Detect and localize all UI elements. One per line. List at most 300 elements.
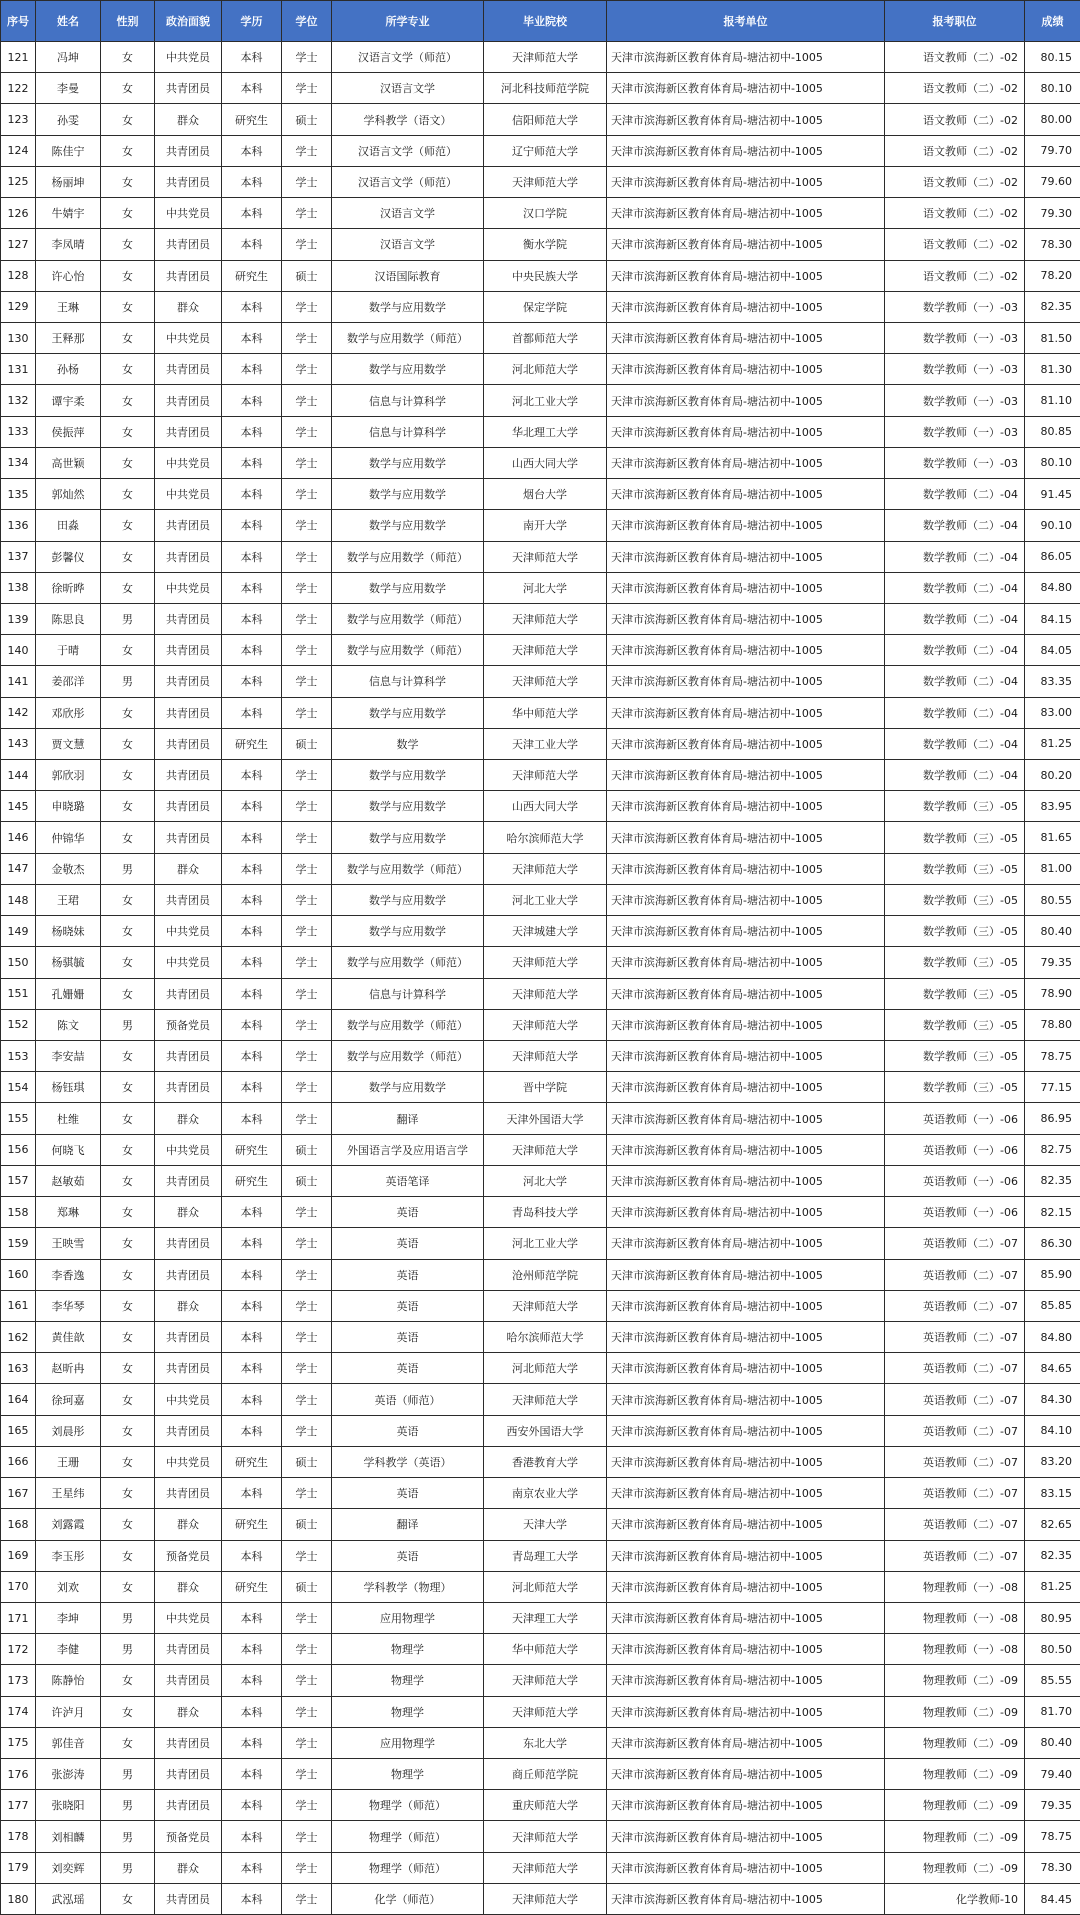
school-cell: 华中师范大学 xyxy=(484,697,607,728)
name-cell: 金敬杰 xyxy=(36,853,101,884)
name-cell: 杨骐毓 xyxy=(36,947,101,978)
political-cell: 共青团员 xyxy=(155,1665,222,1696)
gender-cell: 女 xyxy=(101,479,155,510)
header-political: 政治面貌 xyxy=(155,1,222,42)
seq-cell: 155 xyxy=(1,1103,36,1134)
seq-cell: 134 xyxy=(1,447,36,478)
degree-cell: 学士 xyxy=(282,354,332,385)
table-row xyxy=(1,1134,1080,1165)
unit-cell: 天津市滨海新区教育体育局-塘沽初中-1005 xyxy=(607,1665,885,1696)
seq-cell: 158 xyxy=(1,1197,36,1228)
seq-cell: 145 xyxy=(1,791,36,822)
seq-cell: 167 xyxy=(1,1478,36,1509)
table-row xyxy=(1,1353,1080,1384)
name-cell: 徐珂嘉 xyxy=(36,1384,101,1415)
political-cell: 共青团员 xyxy=(155,791,222,822)
major-cell: 数学与应用数学（师范） xyxy=(332,541,484,572)
unit-cell: 天津市滨海新区教育体育局-塘沽初中-1005 xyxy=(607,1540,885,1571)
gender-cell: 女 xyxy=(101,1478,155,1509)
gender-cell: 女 xyxy=(101,1228,155,1259)
degree-cell: 学士 xyxy=(282,572,332,603)
table-row xyxy=(1,822,1080,853)
seq-cell: 126 xyxy=(1,198,36,229)
education-cell: 本科 xyxy=(222,1103,282,1134)
gender-cell: 女 xyxy=(101,42,155,73)
seq-cell: 133 xyxy=(1,416,36,447)
degree-cell: 硕士 xyxy=(282,728,332,759)
school-cell: 天津师范大学 xyxy=(484,166,607,197)
school-cell: 河北工业大学 xyxy=(484,1228,607,1259)
education-cell: 本科 xyxy=(222,635,282,666)
education-cell: 本科 xyxy=(222,1228,282,1259)
major-cell: 数学与应用数学 xyxy=(332,916,484,947)
education-cell: 本科 xyxy=(222,1634,282,1665)
degree-cell: 学士 xyxy=(282,1415,332,1446)
education-cell: 本科 xyxy=(222,822,282,853)
school-cell: 天津师范大学 xyxy=(484,635,607,666)
political-cell: 共青团员 xyxy=(155,1478,222,1509)
degree-cell: 硕士 xyxy=(282,1165,332,1196)
unit-cell: 天津市滨海新区教育体育局-塘沽初中-1005 xyxy=(607,1353,885,1384)
education-cell: 本科 xyxy=(222,1197,282,1228)
name-cell: 王映雪 xyxy=(36,1228,101,1259)
name-cell: 陈思良 xyxy=(36,603,101,634)
degree-cell: 学士 xyxy=(282,229,332,260)
seq-cell: 159 xyxy=(1,1228,36,1259)
school-cell: 天津师范大学 xyxy=(484,1821,607,1852)
score-cell: 84.15 xyxy=(1025,603,1080,634)
table-row xyxy=(1,385,1080,416)
school-cell: 西安外国语大学 xyxy=(484,1415,607,1446)
school-cell: 天津师范大学 xyxy=(484,947,607,978)
political-cell: 中共党员 xyxy=(155,572,222,603)
seq-cell: 138 xyxy=(1,572,36,603)
degree-cell: 学士 xyxy=(282,1852,332,1883)
score-cell: 81.25 xyxy=(1025,1571,1080,1602)
political-cell: 中共党员 xyxy=(155,916,222,947)
unit-cell: 天津市滨海新区教育体育局-塘沽初中-1005 xyxy=(607,322,885,353)
name-cell: 刘晨彤 xyxy=(36,1415,101,1446)
degree-cell: 学士 xyxy=(282,697,332,728)
political-cell: 共青团员 xyxy=(155,1259,222,1290)
degree-cell: 学士 xyxy=(282,853,332,884)
unit-cell: 天津市滨海新区教育体育局-塘沽初中-1005 xyxy=(607,947,885,978)
gender-cell: 男 xyxy=(101,1602,155,1633)
gender-cell: 女 xyxy=(101,135,155,166)
table-row xyxy=(1,947,1080,978)
name-cell: 杜维 xyxy=(36,1103,101,1134)
school-cell: 天津外国语大学 xyxy=(484,1103,607,1134)
school-cell: 天津师范大学 xyxy=(484,1665,607,1696)
major-cell: 数学与应用数学 xyxy=(332,760,484,791)
score-cell: 80.10 xyxy=(1025,447,1080,478)
score-cell: 83.35 xyxy=(1025,666,1080,697)
pos-cell: 语文教师（二）-02 xyxy=(885,260,1025,291)
name-cell: 刘奕辉 xyxy=(36,1852,101,1883)
unit-cell: 天津市滨海新区教育体育局-塘沽初中-1005 xyxy=(607,1134,885,1165)
gender-cell: 女 xyxy=(101,635,155,666)
school-cell: 华北理工大学 xyxy=(484,416,607,447)
education-cell: 本科 xyxy=(222,947,282,978)
pos-cell: 数学教师（二）-04 xyxy=(885,479,1025,510)
pos-cell: 语文教师（二）-02 xyxy=(885,229,1025,260)
major-cell: 数学与应用数学 xyxy=(332,1072,484,1103)
table-row xyxy=(1,198,1080,229)
degree-cell: 学士 xyxy=(282,291,332,322)
degree-cell: 学士 xyxy=(282,1602,332,1633)
major-cell: 学科教学（物理） xyxy=(332,1571,484,1602)
education-cell: 本科 xyxy=(222,73,282,104)
score-cell: 82.35 xyxy=(1025,291,1080,322)
score-cell: 78.30 xyxy=(1025,1852,1080,1883)
unit-cell: 天津市滨海新区教育体育局-塘沽初中-1005 xyxy=(607,884,885,915)
unit-cell: 天津市滨海新区教育体育局-塘沽初中-1005 xyxy=(607,1446,885,1477)
degree-cell: 学士 xyxy=(282,1321,332,1352)
education-cell: 研究生 xyxy=(222,728,282,759)
score-cell: 90.10 xyxy=(1025,510,1080,541)
political-cell: 共青团员 xyxy=(155,666,222,697)
unit-cell: 天津市滨海新区教育体育局-塘沽初中-1005 xyxy=(607,978,885,1009)
score-cell: 82.35 xyxy=(1025,1165,1080,1196)
education-cell: 本科 xyxy=(222,1009,282,1040)
unit-cell: 天津市滨海新区教育体育局-塘沽初中-1005 xyxy=(607,1384,885,1415)
seq-cell: 148 xyxy=(1,884,36,915)
political-cell: 预备党员 xyxy=(155,1009,222,1040)
education-cell: 本科 xyxy=(222,1759,282,1790)
name-cell: 陈文 xyxy=(36,1009,101,1040)
name-cell: 武泓瑶 xyxy=(36,1883,101,1914)
major-cell: 数学与应用数学 xyxy=(332,884,484,915)
score-cell: 82.75 xyxy=(1025,1134,1080,1165)
unit-cell: 天津市滨海新区教育体育局-塘沽初中-1005 xyxy=(607,42,885,73)
political-cell: 中共党员 xyxy=(155,1602,222,1633)
degree-cell: 学士 xyxy=(282,947,332,978)
school-cell: 商丘师范学院 xyxy=(484,1759,607,1790)
seq-cell: 131 xyxy=(1,354,36,385)
degree-cell: 学士 xyxy=(282,1821,332,1852)
score-cell: 80.40 xyxy=(1025,916,1080,947)
education-cell: 研究生 xyxy=(222,260,282,291)
name-cell: 陈静怡 xyxy=(36,1665,101,1696)
degree-cell: 学士 xyxy=(282,635,332,666)
political-cell: 共青团员 xyxy=(155,1041,222,1072)
pos-cell: 语文教师（二）-02 xyxy=(885,135,1025,166)
seq-cell: 180 xyxy=(1,1883,36,1914)
unit-cell: 天津市滨海新区教育体育局-塘沽初中-1005 xyxy=(607,1041,885,1072)
table-row xyxy=(1,1009,1080,1040)
school-cell: 南京农业大学 xyxy=(484,1478,607,1509)
major-cell: 数学与应用数学 xyxy=(332,291,484,322)
gender-cell: 女 xyxy=(101,1665,155,1696)
pos-cell: 语文教师（二）-02 xyxy=(885,73,1025,104)
major-cell: 英语 xyxy=(332,1353,484,1384)
score-cell: 79.35 xyxy=(1025,1790,1080,1821)
school-cell: 天津师范大学 xyxy=(484,666,607,697)
score-cell: 82.65 xyxy=(1025,1509,1080,1540)
political-cell: 共青团员 xyxy=(155,1790,222,1821)
degree-cell: 学士 xyxy=(282,322,332,353)
school-cell: 河北大学 xyxy=(484,1165,607,1196)
unit-cell: 天津市滨海新区教育体育局-塘沽初中-1005 xyxy=(607,1103,885,1134)
major-cell: 物理学（师范） xyxy=(332,1821,484,1852)
table-row xyxy=(1,728,1080,759)
name-cell: 赵昕冉 xyxy=(36,1353,101,1384)
name-cell: 许泸月 xyxy=(36,1696,101,1727)
school-cell: 天津师范大学 xyxy=(484,1290,607,1321)
education-cell: 本科 xyxy=(222,291,282,322)
seq-cell: 152 xyxy=(1,1009,36,1040)
score-cell: 80.50 xyxy=(1025,1634,1080,1665)
education-cell: 本科 xyxy=(222,978,282,1009)
political-cell: 共青团员 xyxy=(155,354,222,385)
name-cell: 邓欣彤 xyxy=(36,697,101,728)
political-cell: 共青团员 xyxy=(155,385,222,416)
unit-cell: 天津市滨海新区教育体育局-塘沽初中-1005 xyxy=(607,1790,885,1821)
score-cell: 84.45 xyxy=(1025,1883,1080,1914)
pos-cell: 数学教师（二）-04 xyxy=(885,666,1025,697)
political-cell: 共青团员 xyxy=(155,260,222,291)
degree-cell: 学士 xyxy=(282,884,332,915)
major-cell: 应用物理学 xyxy=(332,1602,484,1633)
name-cell: 郭佳音 xyxy=(36,1727,101,1758)
unit-cell: 天津市滨海新区教育体育局-塘沽初中-1005 xyxy=(607,1696,885,1727)
seq-cell: 166 xyxy=(1,1446,36,1477)
education-cell: 本科 xyxy=(222,791,282,822)
table-row xyxy=(1,1790,1080,1821)
unit-cell: 天津市滨海新区教育体育局-塘沽初中-1005 xyxy=(607,1415,885,1446)
table-row xyxy=(1,1072,1080,1103)
school-cell: 汉口学院 xyxy=(484,198,607,229)
gender-cell: 女 xyxy=(101,822,155,853)
table-row xyxy=(1,260,1080,291)
score-cell: 79.30 xyxy=(1025,198,1080,229)
name-cell: 贾文慧 xyxy=(36,728,101,759)
unit-cell: 天津市滨海新区教育体育局-塘沽初中-1005 xyxy=(607,728,885,759)
education-cell: 本科 xyxy=(222,603,282,634)
unit-cell: 天津市滨海新区教育体育局-塘沽初中-1005 xyxy=(607,385,885,416)
unit-cell: 天津市滨海新区教育体育局-塘沽初中-1005 xyxy=(607,354,885,385)
unit-cell: 天津市滨海新区教育体育局-塘沽初中-1005 xyxy=(607,291,885,322)
education-cell: 本科 xyxy=(222,1727,282,1758)
political-cell: 共青团员 xyxy=(155,1165,222,1196)
seq-cell: 177 xyxy=(1,1790,36,1821)
education-cell: 本科 xyxy=(222,1696,282,1727)
table-row xyxy=(1,1602,1080,1633)
table-row xyxy=(1,1571,1080,1602)
gender-cell: 女 xyxy=(101,198,155,229)
name-cell: 仲锦华 xyxy=(36,822,101,853)
unit-cell: 天津市滨海新区教育体育局-塘沽初中-1005 xyxy=(607,1634,885,1665)
table-row xyxy=(1,447,1080,478)
education-cell: 本科 xyxy=(222,322,282,353)
major-cell: 数学与应用数学（师范） xyxy=(332,947,484,978)
gender-cell: 女 xyxy=(101,1415,155,1446)
unit-cell: 天津市滨海新区教育体育局-塘沽初中-1005 xyxy=(607,666,885,697)
name-cell: 李健 xyxy=(36,1634,101,1665)
pos-cell: 数学教师（二）-04 xyxy=(885,760,1025,791)
score-cell: 84.30 xyxy=(1025,1384,1080,1415)
seq-cell: 121 xyxy=(1,42,36,73)
school-cell: 天津大学 xyxy=(484,1509,607,1540)
education-cell: 本科 xyxy=(222,572,282,603)
pos-cell: 英语教师（二）-07 xyxy=(885,1321,1025,1352)
major-cell: 数学与应用数学 xyxy=(332,822,484,853)
major-cell: 汉语言文学（师范） xyxy=(332,166,484,197)
degree-cell: 学士 xyxy=(282,1290,332,1321)
score-cell: 80.40 xyxy=(1025,1727,1080,1758)
gender-cell: 女 xyxy=(101,978,155,1009)
education-cell: 本科 xyxy=(222,1290,282,1321)
gender-cell: 女 xyxy=(101,572,155,603)
education-cell: 本科 xyxy=(222,1852,282,1883)
degree-cell: 学士 xyxy=(282,666,332,697)
school-cell: 天津师范大学 xyxy=(484,760,607,791)
pos-cell: 数学教师（一）-03 xyxy=(885,385,1025,416)
score-cell: 79.35 xyxy=(1025,947,1080,978)
gender-cell: 男 xyxy=(101,1634,155,1665)
major-cell: 翻译 xyxy=(332,1509,484,1540)
score-cell: 81.50 xyxy=(1025,322,1080,353)
school-cell: 天津城建大学 xyxy=(484,916,607,947)
score-cell: 78.20 xyxy=(1025,260,1080,291)
political-cell: 共青团员 xyxy=(155,1727,222,1758)
score-cell: 78.90 xyxy=(1025,978,1080,1009)
gender-cell: 女 xyxy=(101,1041,155,1072)
gender-cell: 女 xyxy=(101,291,155,322)
school-cell: 衡水学院 xyxy=(484,229,607,260)
pos-cell: 数学教师（二）-04 xyxy=(885,541,1025,572)
pos-cell: 英语教师（二）-07 xyxy=(885,1353,1025,1384)
name-cell: 杨钰琪 xyxy=(36,1072,101,1103)
political-cell: 预备党员 xyxy=(155,1540,222,1571)
degree-cell: 学士 xyxy=(282,135,332,166)
school-cell: 河北工业大学 xyxy=(484,385,607,416)
score-cell: 91.45 xyxy=(1025,479,1080,510)
table-row xyxy=(1,291,1080,322)
seq-cell: 163 xyxy=(1,1353,36,1384)
school-cell: 香港教育大学 xyxy=(484,1446,607,1477)
degree-cell: 学士 xyxy=(282,1103,332,1134)
score-cell: 83.20 xyxy=(1025,1446,1080,1477)
unit-cell: 天津市滨海新区教育体育局-塘沽初中-1005 xyxy=(607,1727,885,1758)
score-cell: 85.55 xyxy=(1025,1665,1080,1696)
unit-cell: 天津市滨海新区教育体育局-塘沽初中-1005 xyxy=(607,697,885,728)
pos-cell: 物理教师（一）-08 xyxy=(885,1602,1025,1633)
table-row xyxy=(1,1384,1080,1415)
political-cell: 共青团员 xyxy=(155,166,222,197)
education-cell: 本科 xyxy=(222,42,282,73)
table-row xyxy=(1,916,1080,947)
table-row xyxy=(1,791,1080,822)
header-row xyxy=(1,1,1080,42)
education-cell: 本科 xyxy=(222,354,282,385)
table-row xyxy=(1,666,1080,697)
major-cell: 英语 xyxy=(332,1197,484,1228)
table-row xyxy=(1,635,1080,666)
unit-cell: 天津市滨海新区教育体育局-塘沽初中-1005 xyxy=(607,1165,885,1196)
degree-cell: 学士 xyxy=(282,385,332,416)
education-cell: 本科 xyxy=(222,1353,282,1384)
unit-cell: 天津市滨海新区教育体育局-塘沽初中-1005 xyxy=(607,916,885,947)
score-cell: 81.00 xyxy=(1025,853,1080,884)
degree-cell: 学士 xyxy=(282,510,332,541)
education-cell: 本科 xyxy=(222,385,282,416)
unit-cell: 天津市滨海新区教育体育局-塘沽初中-1005 xyxy=(607,572,885,603)
degree-cell: 学士 xyxy=(282,1009,332,1040)
school-cell: 哈尔滨师范大学 xyxy=(484,822,607,853)
gender-cell: 女 xyxy=(101,1571,155,1602)
school-cell: 华中师范大学 xyxy=(484,1634,607,1665)
header-seq: 序号 xyxy=(1,1,36,42)
pos-cell: 物理教师（二）-09 xyxy=(885,1821,1025,1852)
education-cell: 本科 xyxy=(222,135,282,166)
unit-cell: 天津市滨海新区教育体育局-塘沽初中-1005 xyxy=(607,260,885,291)
major-cell: 数学与应用数学 xyxy=(332,697,484,728)
school-cell: 河北工业大学 xyxy=(484,884,607,915)
gender-cell: 女 xyxy=(101,697,155,728)
score-cell: 80.00 xyxy=(1025,104,1080,135)
score-cell: 80.10 xyxy=(1025,73,1080,104)
school-cell: 青岛理工大学 xyxy=(484,1540,607,1571)
gender-cell: 女 xyxy=(101,1353,155,1384)
name-cell: 张晓阳 xyxy=(36,1790,101,1821)
name-cell: 李玉彤 xyxy=(36,1540,101,1571)
degree-cell: 学士 xyxy=(282,1790,332,1821)
pos-cell: 数学教师（三）-05 xyxy=(885,791,1025,822)
political-cell: 共青团员 xyxy=(155,416,222,447)
degree-cell: 学士 xyxy=(282,479,332,510)
major-cell: 数学与应用数学（师范） xyxy=(332,322,484,353)
table-row xyxy=(1,1759,1080,1790)
pos-cell: 数学教师（二）-04 xyxy=(885,635,1025,666)
pos-cell: 数学教师（三）-05 xyxy=(885,884,1025,915)
school-cell: 天津师范大学 xyxy=(484,1696,607,1727)
seq-cell: 140 xyxy=(1,635,36,666)
seq-cell: 136 xyxy=(1,510,36,541)
seq-cell: 129 xyxy=(1,291,36,322)
school-cell: 天津师范大学 xyxy=(484,978,607,1009)
political-cell: 群众 xyxy=(155,1852,222,1883)
gender-cell: 女 xyxy=(101,1384,155,1415)
political-cell: 中共党员 xyxy=(155,447,222,478)
seq-cell: 174 xyxy=(1,1696,36,1727)
major-cell: 信息与计算科学 xyxy=(332,385,484,416)
table-row xyxy=(1,697,1080,728)
unit-cell: 天津市滨海新区教育体育局-塘沽初中-1005 xyxy=(607,1571,885,1602)
pos-cell: 数学教师（三）-05 xyxy=(885,822,1025,853)
seq-cell: 178 xyxy=(1,1821,36,1852)
table-row xyxy=(1,1041,1080,1072)
degree-cell: 学士 xyxy=(282,1384,332,1415)
score-cell: 80.95 xyxy=(1025,1602,1080,1633)
table-row xyxy=(1,760,1080,791)
score-cell: 83.15 xyxy=(1025,1478,1080,1509)
gender-cell: 男 xyxy=(101,853,155,884)
education-cell: 研究生 xyxy=(222,1571,282,1602)
table-row xyxy=(1,884,1080,915)
table-row xyxy=(1,1228,1080,1259)
seq-cell: 169 xyxy=(1,1540,36,1571)
name-cell: 刘相麟 xyxy=(36,1821,101,1852)
score-cell: 80.85 xyxy=(1025,416,1080,447)
seq-cell: 176 xyxy=(1,1759,36,1790)
gender-cell: 女 xyxy=(101,1883,155,1914)
major-cell: 数学与应用数学 xyxy=(332,479,484,510)
name-cell: 李凤晴 xyxy=(36,229,101,260)
political-cell: 中共党员 xyxy=(155,198,222,229)
pos-cell: 英语教师（一）-06 xyxy=(885,1165,1025,1196)
gender-cell: 女 xyxy=(101,1197,155,1228)
